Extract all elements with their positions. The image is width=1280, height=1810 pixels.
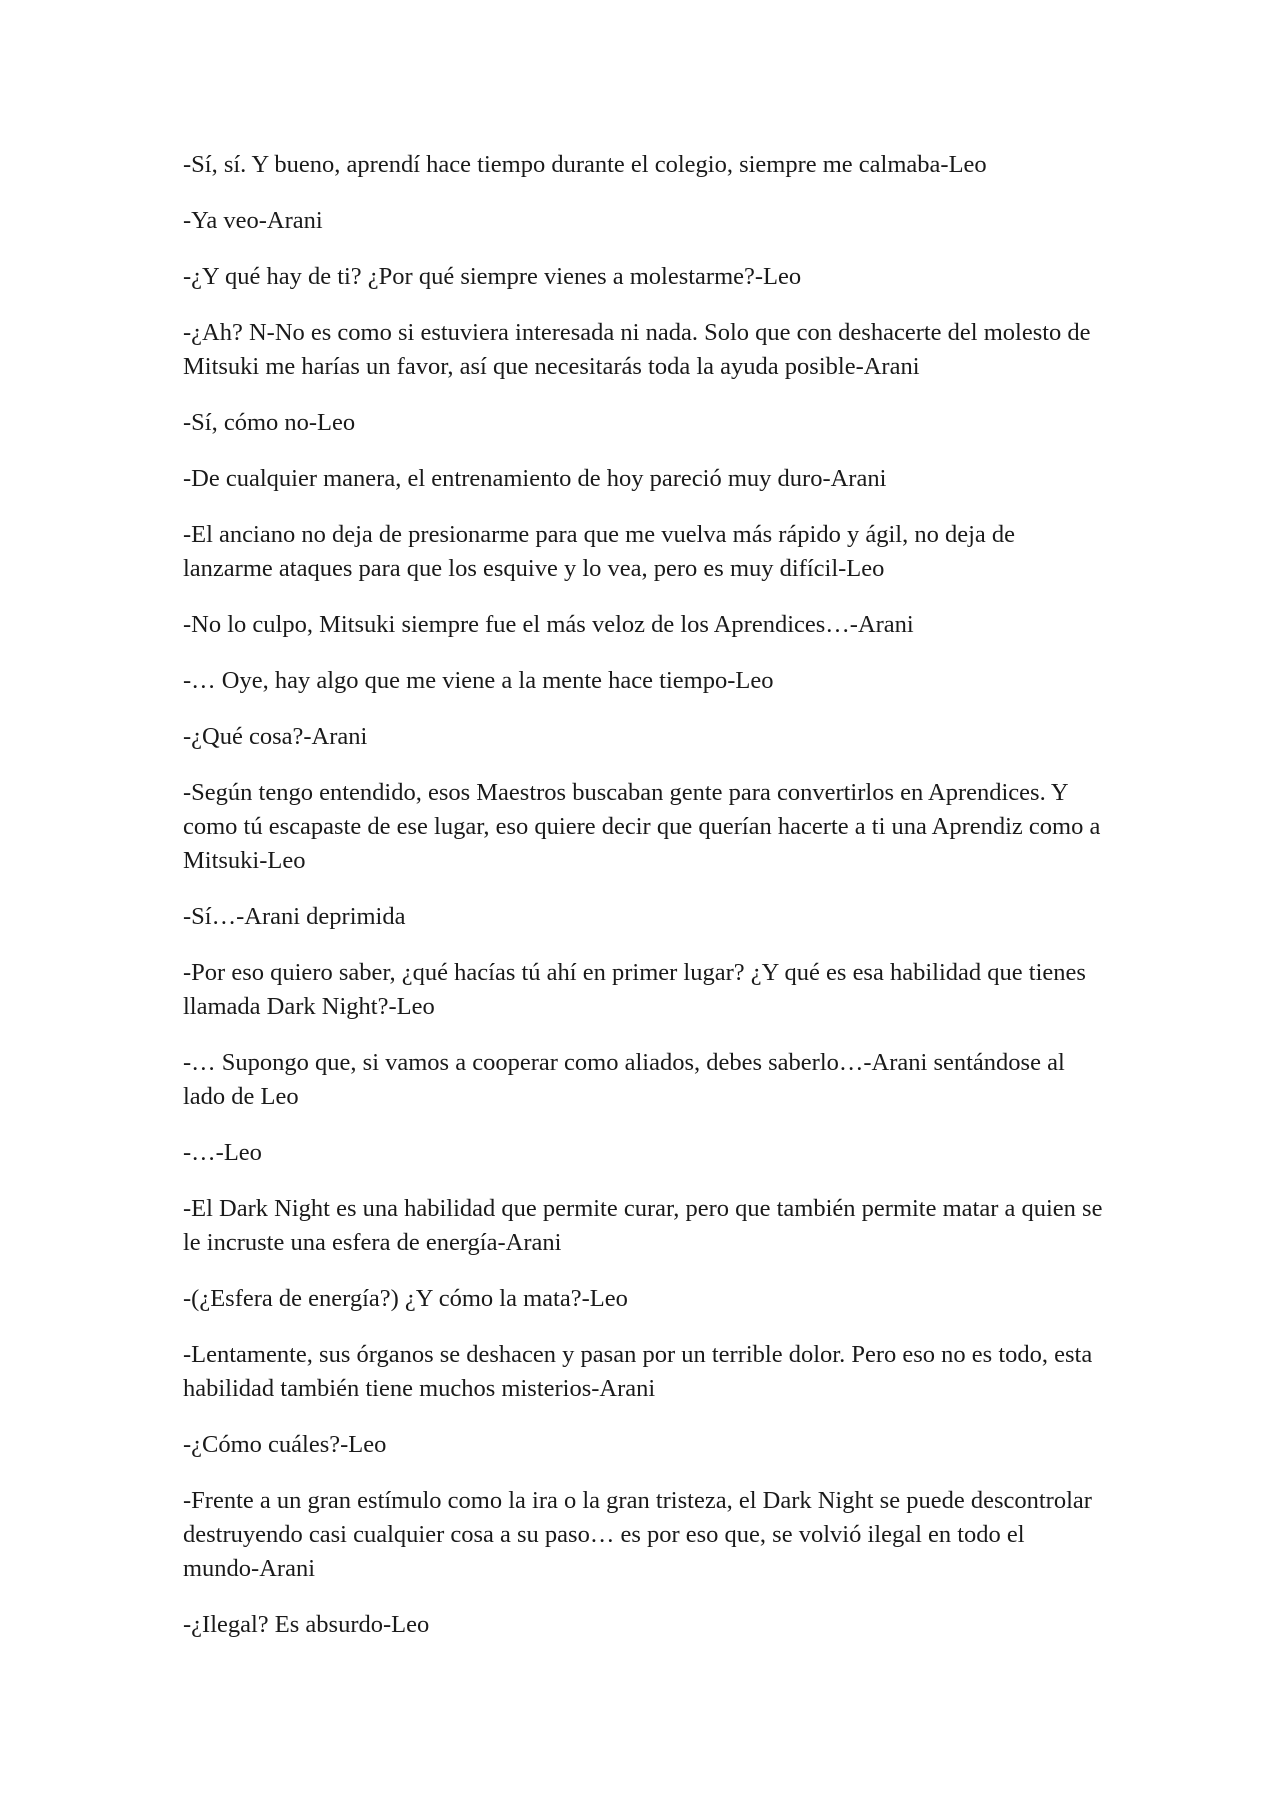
paragraph: -Sí…-Arani deprimida [183,903,406,930]
paragraph: -El Dark Night es una habilidad que permite curar, pero que también permite matar a quien se le incruste una esfera de energía-Arani [183,1195,1103,1256]
paragraph: -Frente a un gran estímulo como la ira o la gran tristeza, el Dark Night se puede descontrolar destruyendo casi cualquier cosa a su paso… es por eso que, se volvió ilegal en todo el mundo-Arani [183,1487,1092,1582]
paragraph: -…-Leo [183,1139,262,1166]
paragraph: -¿Ah? N-No es como si estuviera interesada ni nada. Solo que con deshacerte del molesto de Mitsuki me harías un favor, así que necesitarás toda la ayuda posible-Arani [183,319,1091,380]
paragraph: -Lentamente, sus órganos se deshacen y pasan por un terrible dolor. Pero eso no es todo, esta habilidad también tiene muchos misterios-Arani [183,1341,1093,1402]
paragraph: -El anciano no deja de presionarme para que me vuelva más rápido y ágil, no deja de lanzarme ataques para que los esquive y lo vea, pero es muy difícil-Leo [183,521,1015,582]
paragraph: -Sí, sí. Y bueno, aprendí hace tiempo durante el colegio, siempre me calmaba-Leo [183,151,987,178]
dialogue-text [183,148,1103,1664]
paragraph: -Sí, cómo no-Leo [183,409,356,436]
paragraph: -Por eso quiero saber, ¿qué hacías tú ahí en primer lugar? ¿Y qué es esa habilidad que tienes llamada Dark Night?-Leo [183,959,1086,1020]
paragraph: -Según tengo entendido, esos Maestros buscaban gente para convertirlos en Aprendices. Y como tú escapaste de ese lugar, eso quiere decir que querían hacerte a ti una Aprendiz como a Mitsuki-Leo [183,779,1101,874]
paragraph: -… Oye, hay algo que me viene a la mente hace tiempo-Leo [183,667,774,694]
paragraph: -No lo culpo, Mitsuki siempre fue el más veloz de los Aprendices…-Arani [183,611,914,638]
paragraph: -¿Qué cosa?-Arani [183,723,368,750]
paragraph: -Ya veo-Arani [183,207,323,234]
paragraph: -(¿Esfera de energía?) ¿Y cómo la mata?-Leo [183,1285,628,1312]
paragraph: -De cualquier manera, el entrenamiento de hoy pareció muy duro-Arani [183,465,887,492]
paragraph: -… Supongo que, si vamos a cooperar como aliados, debes saberlo…-Arani sentándose al lado de Leo [183,1049,1065,1110]
paragraph: -¿Ilegal? Es absurdo-Leo [183,1611,430,1638]
paragraph: -¿Y qué hay de ti? ¿Por qué siempre vienes a molestarme?-Leo [183,263,802,290]
paragraph: -¿Cómo cuáles?-Leo [183,1431,387,1458]
